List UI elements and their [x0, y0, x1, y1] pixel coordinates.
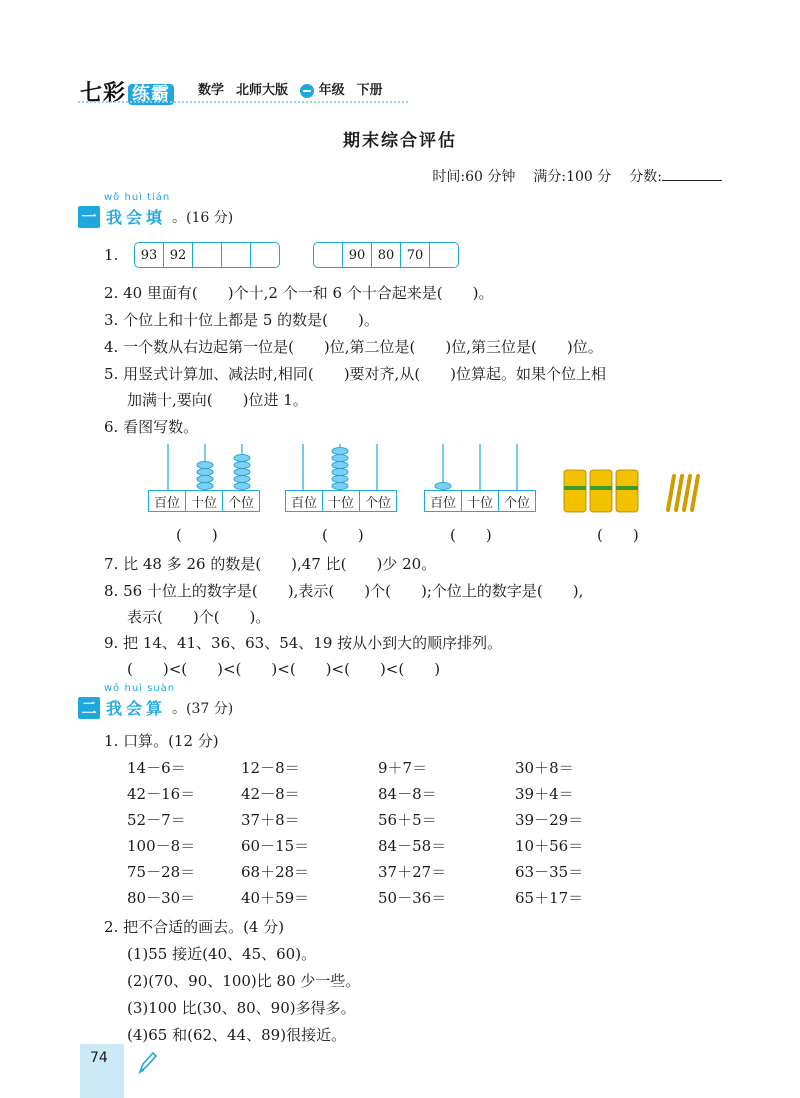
abacus-2-labels: 百位 十位 个位 — [285, 490, 397, 512]
calc-item: 12－8＝ — [241, 759, 300, 777]
answer-6c: ( ) — [450, 526, 492, 544]
q2-2: 2. 把不合适的画去。(4 分) — [104, 918, 285, 936]
number-box-2: 90 80 70 — [313, 242, 459, 268]
grade: 年级 — [300, 79, 345, 98]
section1-header — [78, 205, 233, 228]
grade-one-icon — [300, 84, 314, 98]
calc-item: 68＋28＝ — [241, 863, 310, 881]
section1-score: 。(16 分) — [172, 209, 234, 226]
abacus-1-labels: 百位 十位 个位 — [148, 490, 260, 512]
q5-line1: 5. 用竖式计算加、减法时,相同( )要对齐,从( )位算起。如果个位上相 — [104, 365, 607, 383]
calc-item: 14－6＝ — [127, 759, 186, 777]
q7: 7. 比 48 多 26 的数是( ),47 比( )少 20。 — [104, 555, 437, 573]
calc-item: 63－35＝ — [515, 863, 584, 881]
calc-item: 9＋7＝ — [378, 759, 428, 777]
section2-number: 二 — [78, 697, 100, 719]
answer-6a: ( ) — [176, 526, 218, 544]
calc-item: 10＋56＝ — [515, 837, 584, 855]
q2-2-item1: (1)55 接近(40、45、60)。 — [127, 945, 317, 963]
page-number: 74 — [90, 1050, 108, 1066]
q9-order: ( )<( )<( )<( )<( )<( ) — [127, 660, 441, 678]
page-title: 期末综合评估 — [343, 131, 457, 151]
section2-header — [78, 696, 233, 719]
q8-line2: 表示( )个( )。 — [127, 608, 271, 626]
edition: 北师大版 — [236, 83, 289, 98]
number-box-1: 93 92 — [134, 242, 280, 268]
brand-box: 练霸 — [128, 84, 174, 105]
header-divider — [78, 101, 408, 103]
q2-2-item4: (4)65 和(62、44、89)很接近。 — [127, 1026, 347, 1044]
answer-6d: ( ) — [597, 526, 639, 544]
calc-item: 40＋59＝ — [241, 889, 310, 907]
subject: 数学 — [198, 83, 225, 98]
calc-item: 50－36＝ — [378, 889, 447, 907]
section2-score: 。(37 分) — [172, 700, 234, 717]
exam-score: 分数: — [629, 166, 722, 186]
q2-1: 1. 口算。(12 分) — [104, 732, 219, 750]
calc-item: 30＋8＝ — [515, 759, 574, 777]
q6: 6. 看图写数。 — [104, 418, 199, 436]
calc-item: 84－58＝ — [378, 837, 447, 855]
q9: 9. 把 14、41、36、63、54、19 按从小到大的顺序排列。 — [104, 634, 503, 652]
q2: 2. 40 里面有( )个十,2 个一和 6 个十合起来是( )。 — [104, 284, 494, 302]
q2-2-item2: (2)(70、90、100)比 80 少一些。 — [127, 972, 361, 990]
calc-item: 39－29＝ — [515, 811, 584, 829]
abacus-3-labels: 百位 十位 个位 — [424, 490, 536, 512]
calc-item: 75－28＝ — [127, 863, 196, 881]
volume: 下册 — [356, 83, 383, 98]
calc-item: 39＋4＝ — [515, 785, 574, 803]
answer-6b: ( ) — [322, 526, 364, 544]
q4: 4. 一个数从右边起第一位是( )位,第二位是( )位,第三位是( )位。 — [104, 338, 603, 356]
calc-item: 42－8＝ — [241, 785, 300, 803]
section1-title: 我会填 — [106, 208, 167, 227]
q5-line2: 加满十,要向( )位进 1。 — [127, 391, 308, 409]
section1-pinyin: wǒ huì tián — [104, 192, 171, 203]
book-info — [198, 79, 383, 98]
calc-item: 37＋27＝ — [378, 863, 447, 881]
q3: 3. 个位上和十位上都是 5 的数是( )。 — [104, 311, 379, 329]
q8-line1: 8. 56 十位上的数字是( ),表示( )个( );个位上的数字是( ), — [104, 582, 584, 600]
exam-time: 时间:60 分钟 — [432, 169, 516, 185]
section1-number: 一 — [78, 206, 100, 228]
calc-item: 60－15＝ — [241, 837, 310, 855]
section2-pinyin: wǒ huì suàn — [104, 683, 176, 694]
exam-meta — [432, 166, 722, 186]
calc-item: 80－30＝ — [127, 889, 196, 907]
q2-2-item3: (3)100 比(30、80、90)多得多。 — [127, 999, 356, 1017]
section2-title: 我会算 — [106, 699, 167, 718]
calc-item: 52－7＝ — [127, 811, 186, 829]
brand-text: 七彩 — [80, 81, 127, 106]
exam-full-score: 满分:100 分 — [533, 169, 612, 185]
calc-item: 84－8＝ — [378, 785, 437, 803]
pencil-icon — [136, 1050, 158, 1076]
calc-item: 100－8＝ — [127, 837, 196, 855]
stick-bundles-icon — [560, 466, 710, 516]
calc-item: 65＋17＝ — [515, 889, 584, 907]
calc-item: 56＋5＝ — [378, 811, 437, 829]
calc-item: 42－16＝ — [127, 785, 196, 803]
calc-item: 37＋8＝ — [241, 811, 300, 829]
q1-label: 1. — [104, 246, 119, 264]
